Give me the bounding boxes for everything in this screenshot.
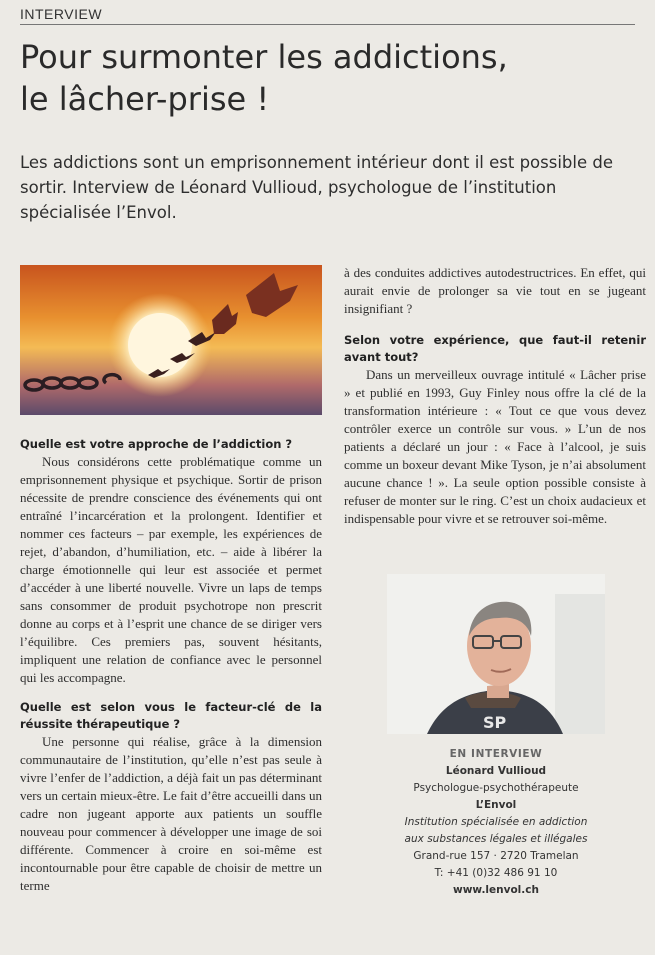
answer-1: Nous considérons cette problématique comme un emprisonnement physique et psychique. Sortir de prison nécessite de prendre conscience des événements qui ont entraîné l’incarcération et la prolongent. Identifier et nommer ces facteurs – par exemple, les expériences de rejet, d’abandon, d’humiliation, etc. – aide à libérer la charge émotionnelle qui leur est associée et permet d’accéder à une liberté nouvelle. Vivre un laps de temps sans consommer de produit psychotrope non prescrit donne au corps et à l’esprit une chance de se diriger vers l’équilibre. Ces premiers pas, souvent hésitants, impliquent une relation de confiance avec le personnel qui les accompagne. — [20, 454, 322, 685]
info-label: EN INTERVIEW — [449, 748, 543, 760]
info-phone: T: +41 (0)32 486 91 10 — [434, 867, 558, 879]
interviewee-info — [387, 746, 605, 899]
portrait-photo — [387, 574, 605, 734]
left-column — [20, 436, 322, 895]
info-org: L’Envol — [475, 799, 517, 811]
answer-2-continued: à des conduites addictives autodestructrices. En effet, qui aurait envie de prolonger sa vie tout en se jugeant insignifiant ? — [344, 265, 646, 316]
shirt-text: SP — [483, 713, 507, 732]
question-2: Quelle est selon vous le facteur-clé de la réussite thérapeutique ? — [20, 700, 322, 731]
info-desc-1: Institution spécialisée en addiction — [404, 816, 588, 828]
headline-line-2: le lâcher-prise ! — [20, 80, 270, 118]
sunset-illustration — [20, 265, 322, 415]
answer-3: Dans un merveilleux ouvrage intitulé « Lâcher prise » et publié en 1993, Guy Finley nous offre la clé de la transformation intérieure : « Tout ce que vous devez contrôler exerce un contrôle sur vous. » L’un de nos patients a déclaré un jour : « Face à l’alcool, je suis comme un boxeur devant Mike Tyson, je n’ai absolument aucune chance ! ». La seule option possible consiste à refuser de monter sur le ring. C’est un choix audacieux et indispensable pour vivre et se retrouver soi-même. — [344, 367, 646, 526]
info-role: Psychologue-psychothérapeute — [413, 782, 579, 794]
right-column — [344, 264, 646, 528]
info-website[interactable]: www.lenvol.ch — [453, 884, 539, 896]
headline-line-1: Pour surmonter les addictions, — [20, 38, 508, 76]
kicker-rule — [20, 24, 635, 25]
info-name: Léonard Vullioud — [445, 765, 547, 777]
info-address: Grand-rue 157 · 2720 Tramelan — [413, 850, 579, 862]
lead-paragraph: Les addictions sont un emprisonnement intérieur dont il est possible de sortir. Interview de Léonard Vullioud, psychologue de l’institution spécialisée l’Envol. — [20, 153, 614, 222]
headline — [20, 36, 650, 120]
section-kicker: INTERVIEW — [20, 6, 103, 22]
question-3: Selon votre expérience, que faut-il retenir avant tout? — [344, 333, 646, 364]
answer-2: Une personne qui réalise, grâce à la dimension communautaire de l’institution, qu’elle n’est pas seule à vivre l’enfer de l’addiction, a déjà fait un pas déterminant vers un certain mieux-être. Le fait d’être accueilli dans un cadre non jugeant apporte aux patients un souffle nouveau pour commencer à développer une image de soi différente. Commencer à croire en soi-même est incontournable pour être capable de choisir de mettre un terme — [20, 734, 322, 893]
question-1: Quelle est votre approche de l’addiction ? — [20, 437, 293, 451]
info-desc-2: aux substances légales et illégales — [404, 833, 588, 845]
portrait-illustration — [387, 574, 605, 734]
sunset-chain-birds-image — [20, 265, 322, 415]
